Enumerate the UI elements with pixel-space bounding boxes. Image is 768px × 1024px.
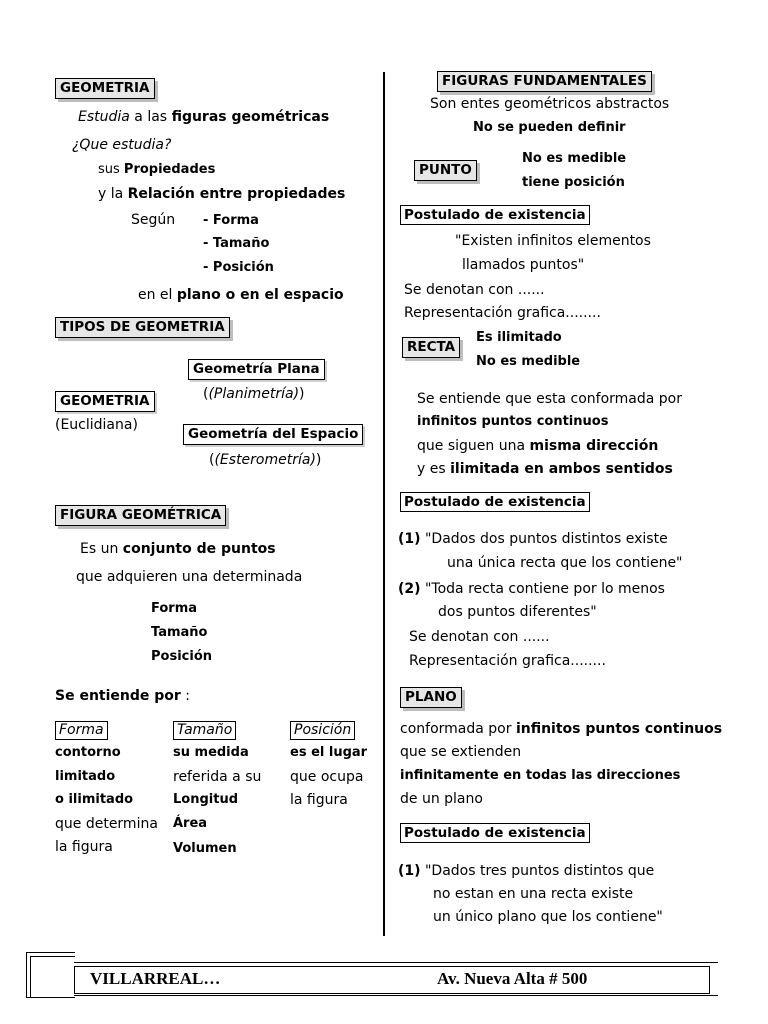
intro-plano-espacio: plano o en el espacio xyxy=(176,287,344,303)
figura-tamano: Tamaño xyxy=(151,625,208,640)
plano-postulado-label: Postulado de existencia xyxy=(400,823,590,843)
footer-top-rule xyxy=(74,962,718,963)
intro-en-el: en el xyxy=(138,287,177,303)
figura-conjunto: conjunto de puntos xyxy=(122,541,276,557)
forma-line-2: limitado xyxy=(55,769,116,784)
intro-sus: sus xyxy=(98,162,124,177)
figura-heading: FIGURA GEOMÉTRICA xyxy=(55,505,226,526)
recta-desc-4-bold: ilimitada en ambos sentidos xyxy=(450,461,673,477)
footer-tab-inner xyxy=(30,956,75,997)
recta-post-1-num: (1) xyxy=(398,531,421,547)
forma-line-5: la figura xyxy=(55,839,113,855)
tamano-line-4: Área xyxy=(173,816,208,831)
recta-desc-4-pre: y es xyxy=(417,461,451,477)
punto-label: PUNTO xyxy=(414,160,477,181)
figura-es-un: Es un xyxy=(80,541,123,557)
forma-line-3: o ilimitado xyxy=(55,792,134,807)
recta-desc-1: Se entiende que esta conformada por xyxy=(417,391,682,407)
posicion-line-2: que ocupa xyxy=(290,769,364,785)
col-tamano-label: Tamaño xyxy=(173,721,236,740)
recta-label: RECTA xyxy=(402,337,460,358)
plano-desc-1 xyxy=(400,720,722,738)
recta-post-1-text: "Dados dos puntos distintos existe xyxy=(420,531,668,547)
intro-posicion: - Posición xyxy=(203,260,274,275)
intro-forma: - Forma xyxy=(203,213,259,228)
col-posicion-label: Posición xyxy=(290,721,355,740)
intro-a-las: a las xyxy=(129,109,172,125)
posicion-line-1: es el lugar xyxy=(290,745,368,760)
plano-post-1a xyxy=(398,862,654,880)
esterometria-text: (Esterometría) xyxy=(214,452,316,468)
recta-line-1: Es ilimitado xyxy=(476,330,562,345)
recta-desc-3 xyxy=(417,437,658,455)
recta-desc-3-pre: que siguen una xyxy=(417,438,530,454)
euclidiana-text: (Euclidiana) xyxy=(55,417,138,433)
plano-desc-4: de un plano xyxy=(400,791,483,807)
intro-line-1 xyxy=(78,108,329,126)
intro-tamano: - Tamaño xyxy=(203,236,270,251)
tamano-line-1: su medida xyxy=(173,745,249,760)
intro-line-8 xyxy=(138,286,344,304)
punto-line-2: tiene posición xyxy=(522,175,625,190)
intro-question: ¿Que estudia? xyxy=(72,137,172,153)
plano-desc-1-pre: conformada por xyxy=(400,721,516,737)
punto-representacion: Representación grafica........ xyxy=(404,305,601,321)
plano-post-1c: un único plano que los contiene" xyxy=(433,909,663,925)
recta-representacion: Representación grafica........ xyxy=(409,653,606,669)
recta-post-1a xyxy=(398,530,668,548)
se-entiende-line xyxy=(55,687,190,705)
recta-postulado-label: Postulado de existencia xyxy=(400,492,590,512)
recta-desc-3-bold: misma dirección xyxy=(529,438,659,454)
plano-post-1-text: "Dados tres puntos distintos que xyxy=(420,863,655,879)
punto-post-line-2: llamados puntos" xyxy=(462,257,585,273)
figuras-line-1: Son entes geométricos abstractos xyxy=(430,96,670,112)
intro-estudia: Estudia xyxy=(78,109,130,125)
geometria-plana-box: Geometría Plana xyxy=(188,359,325,380)
posicion-line-3: la figura xyxy=(290,792,348,808)
intro-segun: Según xyxy=(131,212,176,228)
recta-line-2: No es medible xyxy=(476,354,581,369)
col-forma-label: Forma xyxy=(55,721,108,740)
recta-desc-4 xyxy=(417,460,673,478)
figuras-line-2: No se pueden definir xyxy=(473,120,626,135)
recta-post-2-num: (2) xyxy=(398,581,421,597)
plano-desc-2: que se extienden xyxy=(400,744,522,760)
se-entiende-por: Se entiende por xyxy=(55,688,181,704)
intro-line-4 xyxy=(98,185,345,203)
recta-desc-2: infinitos puntos continuos xyxy=(417,414,609,429)
geometria-heading: GEOMETRIA xyxy=(55,78,155,99)
plano-label: PLANO xyxy=(400,687,462,708)
footer-left-text: VILLARREAL… xyxy=(90,969,221,988)
recta-post-2a xyxy=(398,580,665,598)
figuras-fundamentales-heading: FIGURAS FUNDAMENTALES xyxy=(437,71,652,92)
plano-post-1-num: (1) xyxy=(398,863,421,879)
intro-relacion: Relación entre propiedades xyxy=(127,186,346,202)
intro-propiedades: Propiedades xyxy=(123,162,216,177)
punto-postulado-label: Postulado de existencia xyxy=(400,205,590,225)
geometria-espacio-box: Geometría del Espacio xyxy=(183,424,363,445)
forma-line-4: que determina xyxy=(55,816,158,832)
punto-denotan: Se denotan con ...... xyxy=(404,282,545,298)
recta-denotan: Se denotan con ...... xyxy=(409,629,550,645)
figura-forma: Forma xyxy=(151,601,198,616)
forma-line-1: contorno xyxy=(55,745,121,760)
plano-desc-3: infinitamente en todas las direcciones xyxy=(400,768,681,783)
esterometria: ((Esterometría)) xyxy=(209,452,322,468)
se-entiende-colon: : xyxy=(180,688,190,704)
intro-y-la: y la xyxy=(98,186,128,202)
footer-bottom-rule xyxy=(74,995,718,996)
intro-figuras: figuras geométricas xyxy=(171,109,330,125)
figura-line-1 xyxy=(80,540,276,558)
recta-post-1b: una única recta que los contiene" xyxy=(447,555,683,571)
intro-line-3 xyxy=(98,161,215,179)
planimetria: ((Planimetría)) xyxy=(203,386,305,402)
recta-post-2-text: "Toda recta contiene por lo menos xyxy=(420,581,665,597)
footer-right-text: Av. Nueva Alta # 500 xyxy=(437,969,588,988)
geometria-euclidiana-box: GEOMETRIA xyxy=(55,391,155,412)
column-divider xyxy=(383,72,385,936)
recta-post-2b: dos puntos diferentes" xyxy=(438,604,597,620)
tipos-heading: TIPOS DE GEOMETRIA xyxy=(55,317,230,338)
punto-post-line-1: "Existen infinitos elementos xyxy=(455,233,651,249)
figura-line-2: que adquieren una determinada xyxy=(76,569,303,585)
tamano-line-2: referida a su xyxy=(173,769,262,785)
punto-line-1: No es medible xyxy=(522,151,627,166)
tamano-line-3: Longitud xyxy=(173,792,239,807)
tamano-line-5: Volumen xyxy=(173,841,237,856)
planimetria-text: (Planimetría) xyxy=(208,386,300,402)
plano-desc-1-bold: infinitos puntos continuos xyxy=(515,721,723,737)
figura-posicion: Posición xyxy=(151,649,213,664)
plano-post-1b: no estan en una recta existe xyxy=(433,886,634,902)
